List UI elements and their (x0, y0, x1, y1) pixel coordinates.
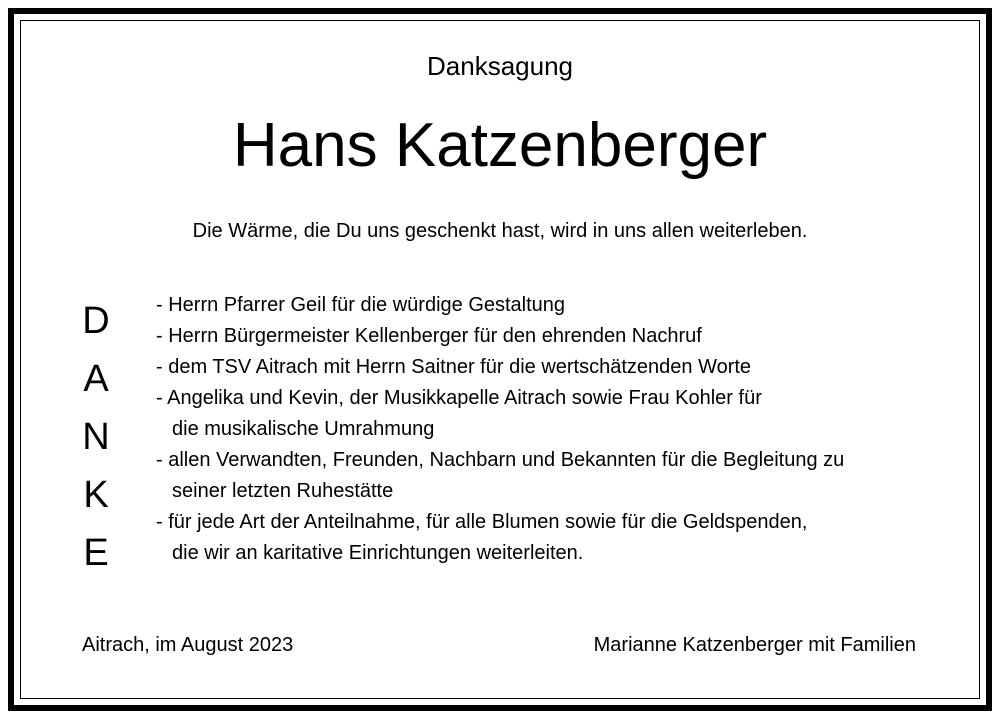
danke-letter: E (83, 532, 109, 574)
motto-line: Die Wärme, die Du uns geschenkt hast, wird in uns allen weiterleben. (192, 220, 808, 242)
list-item (156, 507, 956, 569)
list-item-text: - allen Verwandten, Freunden, Nachbarn und Bekannten für die Begleitung zu (156, 449, 845, 471)
signature: Marianne Katzenberger mit Familien (593, 634, 916, 656)
list-item-text: - Herrn Pfarrer Geil für die würdige Gestaltung (156, 294, 566, 316)
place-date: Aitrach, im August 2023 (82, 634, 294, 656)
deceased-name: Hans Katzenberger (232, 111, 768, 180)
list-item (156, 383, 956, 445)
list-item-continuation: seiner letzten Ruhestätte (172, 480, 394, 502)
list-item (156, 321, 956, 352)
danke-letter: D (82, 300, 110, 342)
notice-heading: Danksagung (427, 51, 573, 81)
danke-letter: N (82, 416, 110, 458)
thanks-list (156, 290, 956, 569)
danke-letter: K (83, 474, 109, 516)
list-item-text: - Herrn Bürgermeister Kellenberger für den ehrenden Nachruf (156, 325, 702, 347)
list-item-continuation: die wir an karitative Einrichtungen weiterleiten. (172, 542, 584, 564)
danke-vertical-word (66, 292, 126, 582)
list-item (156, 290, 956, 321)
list-item-text: - Angelika und Kevin, der Musikkapelle Aitrach sowie Frau Kohler für (156, 387, 762, 409)
list-item-continuation: die musikalische Umrahmung (172, 418, 435, 440)
list-item-text: - dem TSV Aitrach mit Herrn Saitner für die wertschätzenden Worte (156, 356, 752, 378)
list-item-text: - für jede Art der Anteilnahme, für alle Blumen sowie für die Geldspenden, (156, 511, 808, 533)
list-item (156, 445, 956, 507)
danke-letter: A (83, 358, 109, 400)
list-item (156, 352, 956, 383)
